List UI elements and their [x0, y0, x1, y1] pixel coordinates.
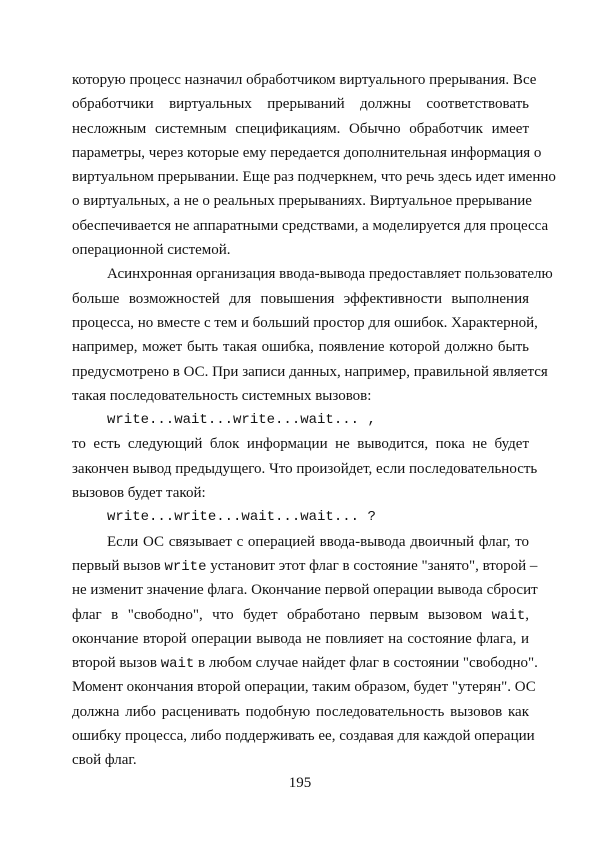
text-line: предусмотрено в ОС. При записи данных, например, правильной является — [72, 363, 548, 380]
paragraph-sequence-question — [72, 432, 538, 505]
text-line: Момент окончания второй операции, таким образом, будет "утерян". ОС — [72, 679, 536, 696]
paragraph-async-io — [72, 262, 553, 408]
text-line: которую процесс назначил обработчиком виртуального прерывания. Все — [72, 72, 537, 88]
text-line: вызовов будет такой: — [72, 485, 206, 502]
text-line: виртуальном прерывании. Еще раз подчеркнем, что речь здесь идет именно — [72, 169, 556, 186]
text-span: установит этот флаг в состояние "занято", второй – — [206, 557, 538, 574]
text-span: флаг в "свободно", что будет обработано первым вызовом — [72, 606, 492, 623]
text-span: , — [525, 606, 529, 623]
code-sequence-correct: write...wait...write...wait... , — [107, 412, 376, 429]
text-line: процесса, но вместе с тем и больший простор для ошибок. Характерной, — [72, 314, 538, 331]
text-line: должна либо расценивать подобную последовательность вызовов как — [72, 703, 529, 720]
text-line: закончен вывод предыдущего. Что произойдет, если последовательность — [72, 460, 538, 477]
text-line: не изменит значение флага. Окончание первой операции вывода сбросит — [72, 582, 538, 599]
text-line: больше возможностей для повышения эффективности выполнения — [72, 290, 529, 307]
paragraph-binary-flag — [72, 530, 538, 773]
text-line: Если ОС связывает с операцией ввода-вывода двоичный флаг, то — [107, 533, 529, 550]
text-line: Асинхронная организация ввода-вывода предоставляет пользователю — [107, 266, 553, 283]
text-line: о виртуальных, а не о реальных прерываниях. Виртуальное прерывание — [72, 193, 532, 210]
inline-code-wait: wait — [160, 656, 195, 673]
text-span: второй вызов — [72, 655, 161, 672]
text-line — [72, 651, 538, 675]
code-sequence-question: write...write...wait...wait... ? — [107, 509, 376, 526]
paragraph-virtual-interrupts — [72, 68, 556, 262]
text-line: несложным системным спецификациям. Обычно обработчик имеет — [72, 120, 529, 137]
inline-code-write: write — [164, 558, 207, 575]
page-body — [72, 68, 556, 773]
text-line: ошибку процесса, либо поддерживать ее, создавая для каждой операции — [72, 728, 535, 745]
text-line: свой флаг. — [72, 752, 137, 769]
text-line — [72, 554, 538, 578]
text-line: обеспечивается не аппаратными средствами, а моделируется для процесса — [72, 217, 549, 234]
text-line: например, может быть такая ошибка, появление которой должно быть — [72, 339, 529, 356]
text-span: первый вызов — [72, 557, 165, 574]
text-line: то есть следующий блок информации не выводится, пока не будет — [72, 436, 529, 453]
text-line: окончание второй операции вывода не повлияет на состояние флага, и — [72, 630, 529, 647]
text-line: параметры, через которые ему передается дополнительная информация о — [72, 144, 542, 161]
text-line — [72, 603, 529, 627]
text-line: операционной системой. — [72, 242, 231, 259]
text-line: обработчики виртуальных прерываний должны соответствовать — [72, 96, 529, 113]
page-number: 195 — [288, 775, 312, 791]
text-span: в любом случае найдет флаг в состоянии "свободно". — [194, 655, 538, 672]
text-line: такая последовательность системных вызовов: — [72, 387, 372, 404]
inline-code-wait: wait — [491, 607, 526, 624]
